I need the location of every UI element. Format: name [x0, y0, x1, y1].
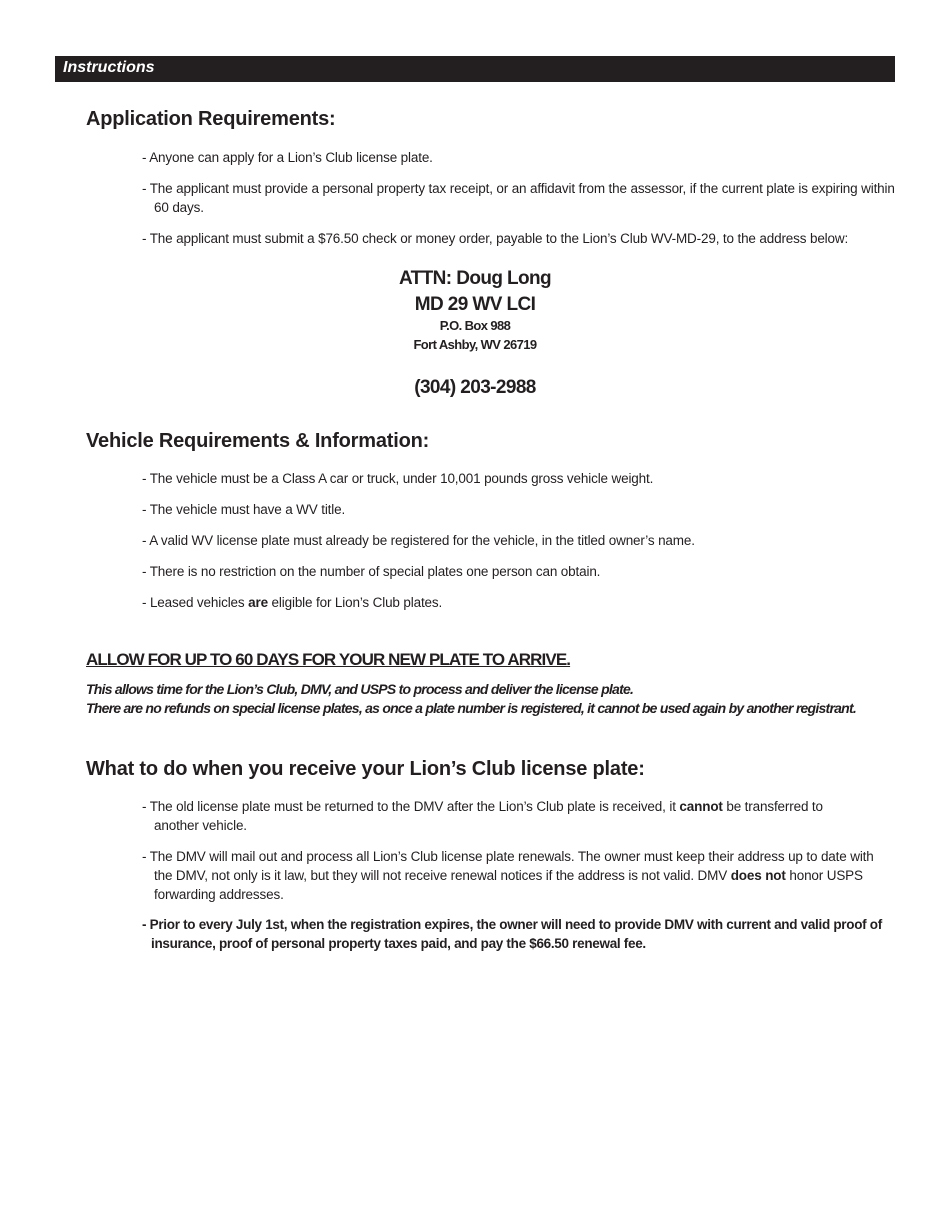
application-requirements-heading: Application Requirements: — [86, 108, 336, 130]
receive-item-renewals — [142, 847, 889, 904]
address-attn: ATTN: Doug Long — [398, 268, 552, 289]
receive-item-old-plate — [142, 797, 834, 835]
application-item: - The applicant must provide a personal property tax receipt, or an affidavit from the assessor, if the current plate is expiring within 60 days. — [142, 181, 895, 215]
address-org: MD 29 WV LCI — [414, 294, 536, 315]
address-city: Fort Ashby, WV 26719 — [413, 337, 537, 352]
banner-title: Instructions — [63, 59, 155, 76]
leased-text-end: eligible for Lion’s Club plates. — [267, 595, 443, 610]
renewals-text-end: honor USPS forwarding addresses. — [154, 868, 863, 902]
vehicle-item-leased — [142, 593, 899, 612]
leased-text: - Leased vehicles — [142, 595, 249, 610]
receive-plate-heading: What to do when you receive your Lion’s Club license plate: — [86, 758, 645, 780]
application-item: - Anyone can apply for a Lion’s Club license plate. — [142, 150, 433, 165]
refund-notice-line: There are no refunds on special license plates, as once a plate number is registered, it cannot be used again by another registrant. — [86, 700, 857, 716]
renewals-text: - The DMV will mail out and process all Lion’s Club license plate renewals. The owner must keep their address up to date with the DMV, not only is it law, but they will not receive renewal notices if the address is not valid. DMV — [142, 849, 874, 883]
application-item: - The applicant must submit a $76.50 check or money order, payable to the Lion’s Club WV-MD-29, to the address below: — [142, 231, 849, 246]
old-plate-text: - The old license plate must be returned to the DMV after the Lion’s Club plate is received, it — [142, 799, 680, 814]
vehicle-requirements-heading: Vehicle Requirements & Information: — [86, 430, 430, 452]
old-plate-bold: cannot — [679, 799, 723, 814]
arrival-notice-headline: ALLOW FOR UP TO 60 DAYS FOR YOUR NEW PLATE TO ARRIVE. — [86, 650, 571, 669]
arrival-notice-line: This allows time for the Lion’s Club, DMV, and USPS to process and deliver the license plate. — [86, 681, 634, 697]
old-plate-text-end: be transferred to another vehicle. — [154, 799, 823, 833]
renewals-bold: does not — [730, 868, 786, 883]
vehicle-item: - The vehicle must be a Class A car or truck, under 10,001 pounds gross vehicle weight. — [142, 471, 654, 486]
vehicle-item: - A valid WV license plate must already be registered for the vehicle, in the titled owner’s name. — [142, 533, 695, 548]
vehicle-item: - There is no restriction on the number of special plates one person can obtain. — [142, 564, 601, 579]
instructions-banner — [55, 56, 895, 82]
address-po-box: P.O. Box 988 — [439, 318, 511, 333]
address-phone: (304) 203-2988 — [414, 377, 536, 398]
receive-item-july-renewal: - Prior to every July 1st, when the registration expires, the owner will need to provide DMV with current and valid proof of insurance, proof of personal property taxes paid, and pay the $66.50 renewal fee. — [142, 917, 882, 951]
vehicle-item: - The vehicle must have a WV title. — [142, 502, 346, 517]
leased-bold: are — [248, 595, 268, 610]
